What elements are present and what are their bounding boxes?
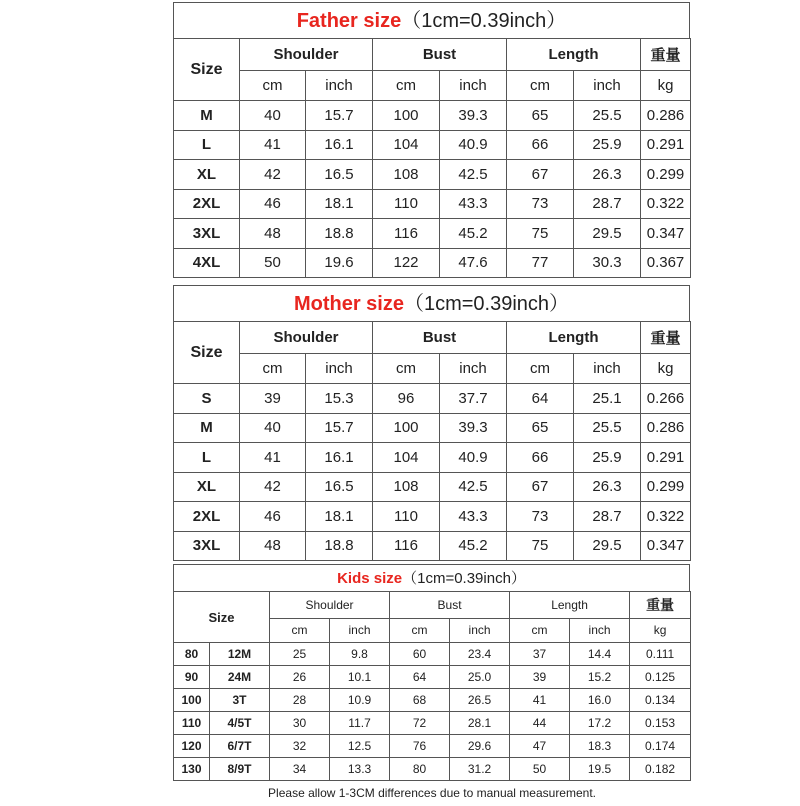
value-cell: 16.1 bbox=[306, 443, 373, 473]
value-cell: 37 bbox=[510, 643, 570, 666]
value-cell: 100 bbox=[373, 101, 440, 131]
age-cell: 8/9T bbox=[210, 758, 270, 781]
unit-cell: cm bbox=[507, 70, 574, 101]
father-group-header-row bbox=[174, 39, 691, 71]
table-row bbox=[174, 413, 691, 443]
value-cell: 48 bbox=[240, 531, 306, 561]
bust-header: Bust bbox=[390, 592, 510, 619]
table-row bbox=[174, 189, 691, 219]
table-row bbox=[174, 101, 691, 131]
weight-header: 重量 bbox=[641, 39, 691, 71]
value-cell: 116 bbox=[373, 219, 440, 249]
value-cell: 46 bbox=[240, 189, 306, 219]
value-cell: 80 bbox=[390, 758, 450, 781]
table-row bbox=[174, 219, 691, 249]
value-cell: 29.6 bbox=[450, 735, 510, 758]
kids-table-body bbox=[174, 643, 691, 781]
value-cell: 116 bbox=[373, 531, 440, 561]
value-cell: 42 bbox=[240, 160, 306, 190]
length-header: Length bbox=[507, 39, 641, 71]
value-cell: 25.9 bbox=[574, 130, 641, 160]
value-cell: 66 bbox=[507, 443, 574, 473]
value-cell: 16.0 bbox=[570, 689, 630, 712]
value-cell: 75 bbox=[507, 531, 574, 561]
unit-cell: inch bbox=[574, 353, 641, 384]
value-cell: 42 bbox=[240, 472, 306, 502]
kids-title-label: Kids size bbox=[337, 570, 402, 587]
value-cell: 44 bbox=[510, 712, 570, 735]
size-cell: 2XL bbox=[174, 189, 240, 219]
value-cell: 60 bbox=[390, 643, 450, 666]
shoulder-header: Shoulder bbox=[270, 592, 390, 619]
size-cell: 4XL bbox=[174, 248, 240, 278]
size-cell: XL bbox=[174, 472, 240, 502]
value-cell: 19.6 bbox=[306, 248, 373, 278]
table-row bbox=[174, 758, 691, 781]
table-row bbox=[174, 689, 691, 712]
father-table-body bbox=[174, 101, 691, 278]
value-cell: 73 bbox=[507, 189, 574, 219]
unit-cell: inch bbox=[570, 618, 630, 642]
value-cell: 42.5 bbox=[440, 160, 507, 190]
value-cell: 65 bbox=[507, 413, 574, 443]
value-cell: 67 bbox=[507, 472, 574, 502]
measurement-note: Please allow 1-3CM differences due to manual measurement. bbox=[174, 781, 691, 806]
size-cell: M bbox=[174, 413, 240, 443]
unit-cell: inch bbox=[440, 353, 507, 384]
value-cell: 96 bbox=[373, 384, 440, 414]
father-title-conversion: （1cm=0.39inch） bbox=[401, 10, 566, 32]
value-cell: 32 bbox=[270, 735, 330, 758]
mother-title bbox=[173, 285, 690, 321]
weight-header: 重量 bbox=[641, 322, 691, 354]
value-cell: 0.286 bbox=[641, 413, 691, 443]
value-cell: 12.5 bbox=[330, 735, 390, 758]
value-cell: 10.1 bbox=[330, 666, 390, 689]
size-cell: 90 bbox=[174, 666, 210, 689]
value-cell: 41 bbox=[240, 443, 306, 473]
value-cell: 25.9 bbox=[574, 443, 641, 473]
value-cell: 15.3 bbox=[306, 384, 373, 414]
table-row bbox=[174, 472, 691, 502]
value-cell: 0.347 bbox=[641, 531, 691, 561]
value-cell: 23.4 bbox=[450, 643, 510, 666]
length-header: Length bbox=[507, 322, 641, 354]
table-row bbox=[174, 160, 691, 190]
value-cell: 14.4 bbox=[570, 643, 630, 666]
unit-cell: cm bbox=[510, 618, 570, 642]
kids-title bbox=[173, 564, 690, 591]
weight-header: 重量 bbox=[630, 592, 691, 619]
value-cell: 76 bbox=[390, 735, 450, 758]
age-cell: 6/7T bbox=[210, 735, 270, 758]
value-cell: 39 bbox=[510, 666, 570, 689]
size-cell: M bbox=[174, 101, 240, 131]
unit-cell: cm bbox=[390, 618, 450, 642]
value-cell: 77 bbox=[507, 248, 574, 278]
size-cell: L bbox=[174, 443, 240, 473]
value-cell: 0.111 bbox=[630, 643, 691, 666]
value-cell: 18.8 bbox=[306, 531, 373, 561]
value-cell: 0.266 bbox=[641, 384, 691, 414]
value-cell: 18.1 bbox=[306, 189, 373, 219]
table-row bbox=[174, 666, 691, 689]
size-header: Size bbox=[174, 322, 240, 384]
unit-cell: cm bbox=[270, 618, 330, 642]
value-cell: 0.322 bbox=[641, 502, 691, 532]
value-cell: 40.9 bbox=[440, 443, 507, 473]
size-header: Size bbox=[174, 592, 270, 643]
value-cell: 25.0 bbox=[450, 666, 510, 689]
value-cell: 65 bbox=[507, 101, 574, 131]
value-cell: 28.1 bbox=[450, 712, 510, 735]
value-cell: 0.153 bbox=[630, 712, 691, 735]
value-cell: 42.5 bbox=[440, 472, 507, 502]
value-cell: 46 bbox=[240, 502, 306, 532]
value-cell: 18.8 bbox=[306, 219, 373, 249]
value-cell: 104 bbox=[373, 443, 440, 473]
mother-title-label: Mother size bbox=[294, 293, 404, 315]
value-cell: 72 bbox=[390, 712, 450, 735]
value-cell: 11.7 bbox=[330, 712, 390, 735]
value-cell: 15.7 bbox=[306, 413, 373, 443]
size-cell: 3XL bbox=[174, 219, 240, 249]
value-cell: 0.182 bbox=[630, 758, 691, 781]
value-cell: 0.347 bbox=[641, 219, 691, 249]
unit-cell: inch bbox=[450, 618, 510, 642]
value-cell: 0.174 bbox=[630, 735, 691, 758]
size-header: Size bbox=[174, 39, 240, 101]
value-cell: 0.299 bbox=[641, 160, 691, 190]
mother-unit-header-row bbox=[174, 353, 691, 384]
father-unit-header-row bbox=[174, 70, 691, 101]
table-row bbox=[174, 443, 691, 473]
father-size-chart bbox=[173, 2, 690, 278]
mother-title-conversion: （1cm=0.39inch） bbox=[404, 293, 569, 315]
table-row bbox=[174, 248, 691, 278]
table-row bbox=[174, 384, 691, 414]
value-cell: 25 bbox=[270, 643, 330, 666]
value-cell: 108 bbox=[373, 472, 440, 502]
unit-cell: inch bbox=[574, 70, 641, 101]
value-cell: 47 bbox=[510, 735, 570, 758]
shoulder-header: Shoulder bbox=[240, 322, 373, 354]
value-cell: 39 bbox=[240, 384, 306, 414]
mother-table bbox=[173, 321, 691, 561]
value-cell: 104 bbox=[373, 130, 440, 160]
size-cell: 110 bbox=[174, 712, 210, 735]
value-cell: 13.3 bbox=[330, 758, 390, 781]
value-cell: 108 bbox=[373, 160, 440, 190]
unit-cell: cm bbox=[507, 353, 574, 384]
age-cell: 12M bbox=[210, 643, 270, 666]
kids-table bbox=[173, 591, 691, 806]
unit-cell: cm bbox=[240, 70, 306, 101]
kids-size-chart bbox=[173, 564, 690, 806]
unit-cell: cm bbox=[373, 70, 440, 101]
father-table bbox=[173, 38, 691, 278]
value-cell: 68 bbox=[390, 689, 450, 712]
table-row bbox=[174, 130, 691, 160]
value-cell: 15.2 bbox=[570, 666, 630, 689]
mother-table-body bbox=[174, 384, 691, 561]
value-cell: 25.1 bbox=[574, 384, 641, 414]
value-cell: 0.286 bbox=[641, 101, 691, 131]
value-cell: 31.2 bbox=[450, 758, 510, 781]
value-cell: 0.125 bbox=[630, 666, 691, 689]
value-cell: 48 bbox=[240, 219, 306, 249]
size-cell: 130 bbox=[174, 758, 210, 781]
size-cell: L bbox=[174, 130, 240, 160]
value-cell: 26.3 bbox=[574, 472, 641, 502]
value-cell: 10.9 bbox=[330, 689, 390, 712]
size-cell: 2XL bbox=[174, 502, 240, 532]
value-cell: 16.1 bbox=[306, 130, 373, 160]
mother-size-chart bbox=[173, 285, 690, 561]
value-cell: 0.322 bbox=[641, 189, 691, 219]
value-cell: 9.8 bbox=[330, 643, 390, 666]
length-header: Length bbox=[510, 592, 630, 619]
unit-cell: cm bbox=[373, 353, 440, 384]
mother-group-header-row bbox=[174, 322, 691, 354]
size-cell: 120 bbox=[174, 735, 210, 758]
size-cell: XL bbox=[174, 160, 240, 190]
value-cell: 25.5 bbox=[574, 413, 641, 443]
age-cell: 3T bbox=[210, 689, 270, 712]
unit-cell: cm bbox=[240, 353, 306, 384]
value-cell: 43.3 bbox=[440, 189, 507, 219]
value-cell: 16.5 bbox=[306, 160, 373, 190]
value-cell: 19.5 bbox=[570, 758, 630, 781]
value-cell: 73 bbox=[507, 502, 574, 532]
value-cell: 30.3 bbox=[574, 248, 641, 278]
value-cell: 66 bbox=[507, 130, 574, 160]
value-cell: 67 bbox=[507, 160, 574, 190]
value-cell: 26.5 bbox=[450, 689, 510, 712]
value-cell: 28.7 bbox=[574, 502, 641, 532]
value-cell: 75 bbox=[507, 219, 574, 249]
value-cell: 50 bbox=[240, 248, 306, 278]
value-cell: 29.5 bbox=[574, 531, 641, 561]
value-cell: 40 bbox=[240, 101, 306, 131]
father-title bbox=[173, 2, 690, 38]
size-cell: 3XL bbox=[174, 531, 240, 561]
kids-note-row bbox=[174, 781, 691, 806]
unit-cell: kg bbox=[641, 353, 691, 384]
unit-cell: kg bbox=[641, 70, 691, 101]
value-cell: 64 bbox=[507, 384, 574, 414]
size-cell: S bbox=[174, 384, 240, 414]
shoulder-header: Shoulder bbox=[240, 39, 373, 71]
value-cell: 110 bbox=[373, 189, 440, 219]
kids-title-conversion: （1cm=0.39inch） bbox=[402, 570, 526, 587]
value-cell: 34 bbox=[270, 758, 330, 781]
unit-cell: kg bbox=[630, 618, 691, 642]
value-cell: 26 bbox=[270, 666, 330, 689]
kids-group-header-row bbox=[174, 592, 691, 619]
size-cell: 100 bbox=[174, 689, 210, 712]
age-cell: 4/5T bbox=[210, 712, 270, 735]
value-cell: 30 bbox=[270, 712, 330, 735]
value-cell: 122 bbox=[373, 248, 440, 278]
table-row bbox=[174, 643, 691, 666]
unit-cell: inch bbox=[440, 70, 507, 101]
age-cell: 24M bbox=[210, 666, 270, 689]
value-cell: 100 bbox=[373, 413, 440, 443]
value-cell: 28 bbox=[270, 689, 330, 712]
value-cell: 0.134 bbox=[630, 689, 691, 712]
table-row bbox=[174, 712, 691, 735]
value-cell: 40 bbox=[240, 413, 306, 443]
value-cell: 40.9 bbox=[440, 130, 507, 160]
table-row bbox=[174, 531, 691, 561]
value-cell: 28.7 bbox=[574, 189, 641, 219]
value-cell: 29.5 bbox=[574, 219, 641, 249]
unit-cell: inch bbox=[330, 618, 390, 642]
value-cell: 50 bbox=[510, 758, 570, 781]
value-cell: 0.367 bbox=[641, 248, 691, 278]
value-cell: 47.6 bbox=[440, 248, 507, 278]
bust-header: Bust bbox=[373, 322, 507, 354]
value-cell: 15.7 bbox=[306, 101, 373, 131]
value-cell: 41 bbox=[240, 130, 306, 160]
value-cell: 41 bbox=[510, 689, 570, 712]
value-cell: 25.5 bbox=[574, 101, 641, 131]
value-cell: 17.2 bbox=[570, 712, 630, 735]
value-cell: 18.1 bbox=[306, 502, 373, 532]
value-cell: 45.2 bbox=[440, 219, 507, 249]
bust-header: Bust bbox=[373, 39, 507, 71]
value-cell: 37.7 bbox=[440, 384, 507, 414]
value-cell: 110 bbox=[373, 502, 440, 532]
value-cell: 16.5 bbox=[306, 472, 373, 502]
size-cell: 80 bbox=[174, 643, 210, 666]
value-cell: 64 bbox=[390, 666, 450, 689]
unit-cell: inch bbox=[306, 353, 373, 384]
value-cell: 39.3 bbox=[440, 413, 507, 443]
value-cell: 18.3 bbox=[570, 735, 630, 758]
table-row bbox=[174, 735, 691, 758]
value-cell: 0.291 bbox=[641, 130, 691, 160]
value-cell: 39.3 bbox=[440, 101, 507, 131]
table-row bbox=[174, 502, 691, 532]
value-cell: 0.291 bbox=[641, 443, 691, 473]
father-title-label: Father size bbox=[297, 10, 401, 32]
value-cell: 43.3 bbox=[440, 502, 507, 532]
value-cell: 45.2 bbox=[440, 531, 507, 561]
unit-cell: inch bbox=[306, 70, 373, 101]
value-cell: 26.3 bbox=[574, 160, 641, 190]
value-cell: 0.299 bbox=[641, 472, 691, 502]
